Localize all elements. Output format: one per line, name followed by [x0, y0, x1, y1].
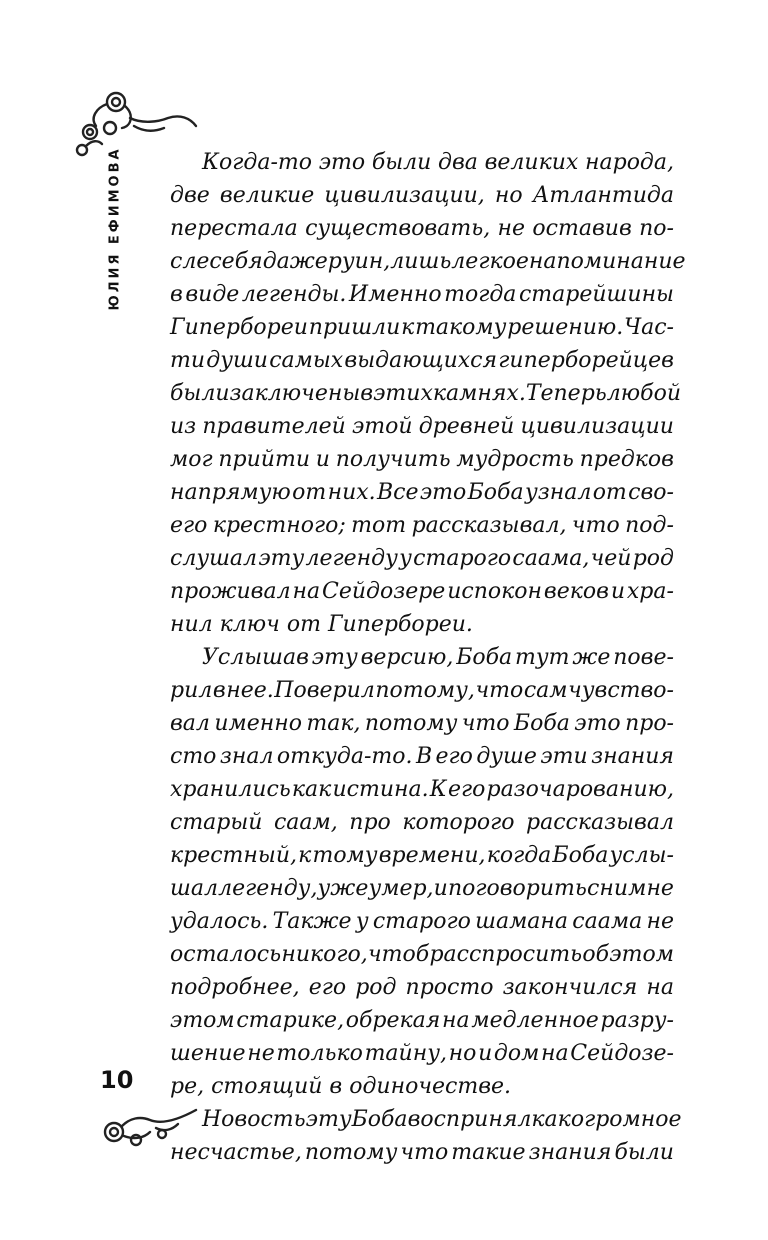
word: пове-: [613, 645, 674, 670]
word: заключены: [229, 381, 361, 406]
word: пришли: [308, 315, 401, 340]
word: и: [610, 579, 625, 604]
word: два: [438, 150, 478, 175]
word: обрекая: [345, 1008, 441, 1033]
word: даже: [262, 249, 328, 274]
word: мог: [170, 447, 213, 472]
word: род: [632, 546, 674, 571]
paragraph-2: [170, 641, 674, 1103]
word: любой: [606, 381, 681, 406]
word: выдающихся: [344, 348, 498, 373]
word: Атлантида: [532, 183, 674, 208]
word: Боба: [467, 480, 524, 505]
word: Боба: [513, 711, 570, 736]
word: услы-: [609, 843, 674, 868]
word: саам,: [273, 810, 338, 835]
word: в: [360, 381, 374, 406]
word: к: [298, 843, 312, 868]
word: Теперь: [525, 381, 607, 406]
word: нее.: [226, 678, 274, 703]
word: именно: [214, 711, 302, 736]
text-line: [170, 509, 674, 542]
word: легкое: [451, 249, 529, 274]
word: эти: [540, 744, 588, 769]
word: гиперборейцев: [498, 348, 674, 373]
word: В: [415, 744, 433, 769]
word: закончился: [502, 975, 638, 1000]
word: потому: [364, 711, 458, 736]
word: и: [433, 876, 448, 901]
word: не: [497, 216, 526, 241]
word: умер,: [368, 876, 434, 901]
word: Новость: [202, 1107, 306, 1132]
word: тайну,: [364, 1041, 447, 1066]
word: от: [592, 480, 627, 505]
word: только: [276, 1041, 363, 1066]
word: слушал: [170, 546, 258, 571]
running-head: [104, 145, 126, 311]
word: шал: [170, 876, 218, 901]
word: старейшины: [518, 282, 674, 307]
word: напрямую: [170, 480, 291, 505]
text-line: [170, 839, 674, 872]
word: получить: [335, 447, 451, 472]
word: мудрость: [456, 447, 574, 472]
word: просто: [405, 975, 494, 1000]
word: предков: [579, 447, 674, 472]
word: из: [170, 414, 197, 439]
paragraph-1: [170, 146, 686, 641]
word: но: [448, 1041, 477, 1066]
text-line: [170, 1037, 674, 1070]
word: его: [170, 513, 208, 538]
text-line: [170, 278, 674, 311]
word: по-: [639, 216, 674, 241]
word: великие: [219, 183, 315, 208]
word: Боба: [552, 843, 609, 868]
word: уже: [317, 876, 369, 901]
word: так,: [306, 711, 361, 736]
word: и: [478, 1041, 493, 1066]
word: про-: [625, 711, 674, 736]
word: Услышав: [202, 645, 309, 670]
word: рассказывал,: [411, 513, 567, 538]
word: разочарованию,: [486, 777, 674, 802]
word: знания: [528, 1140, 612, 1165]
text-line: [170, 1136, 674, 1169]
word: Сейдозере: [322, 579, 446, 604]
word: эту: [305, 1107, 352, 1132]
word: этом: [609, 942, 674, 967]
word: подробнее,: [170, 975, 300, 1000]
word: себя: [209, 249, 263, 274]
text-line: [170, 146, 674, 179]
word: Поверил: [274, 678, 375, 703]
word: Час-: [624, 315, 674, 340]
word: дом: [493, 1041, 540, 1066]
word: ти: [170, 348, 206, 373]
word: Когда-то: [202, 150, 312, 175]
word: Сейдозе-: [570, 1041, 674, 1066]
word: этих: [373, 381, 433, 406]
text-line-last: нил ключ от Гипербореи.: [170, 612, 473, 637]
text-line-last: ре, стоящий в одиночестве.: [170, 1074, 512, 1099]
word: когда: [486, 843, 552, 868]
word: об: [582, 942, 610, 967]
word: несчастье,: [170, 1140, 302, 1165]
text-line: [170, 1004, 674, 1037]
word: но: [494, 183, 523, 208]
word: хранились: [170, 777, 291, 802]
word: старике,: [236, 1008, 345, 1033]
text-line: [170, 443, 674, 476]
author-name: ЮЛИЯ ЕФИМОВА: [107, 145, 123, 311]
text-line: [170, 575, 674, 608]
word: напоминание: [528, 249, 686, 274]
word: не: [247, 1041, 275, 1066]
word: чувство-: [568, 678, 674, 703]
word: хра-: [626, 579, 674, 604]
word: сле: [170, 249, 210, 274]
page-number: 10: [100, 1066, 134, 1094]
word: которого: [402, 810, 515, 835]
word: потому: [304, 1140, 398, 1165]
word: руин,: [327, 249, 391, 274]
word: К: [429, 777, 447, 802]
word: старого: [372, 909, 471, 934]
word: легенду,: [218, 876, 318, 901]
word: про: [349, 810, 391, 835]
word: потому,: [375, 678, 475, 703]
word: тогда: [444, 282, 517, 307]
bottom-flourish-ornament: [100, 1100, 200, 1150]
word: испокон: [447, 579, 543, 604]
word: виде: [185, 282, 240, 307]
word: рил: [170, 678, 213, 703]
word: старого: [413, 546, 512, 571]
text-line: [170, 740, 674, 773]
text-line: [170, 245, 686, 278]
word: проживал: [170, 579, 291, 604]
word: от: [292, 480, 327, 505]
word: чтоб: [367, 942, 430, 967]
text-line: [170, 938, 674, 971]
word: что: [571, 513, 620, 538]
word: тому: [312, 843, 378, 868]
word: великих: [484, 150, 579, 175]
word: что: [400, 1140, 449, 1165]
word: веков: [543, 579, 609, 604]
word: лишь: [390, 249, 452, 274]
word: оставив: [532, 216, 632, 241]
word: это: [574, 711, 621, 736]
text-line: [170, 476, 674, 509]
word: были: [170, 381, 230, 406]
word: на: [646, 975, 674, 1000]
word: тут: [515, 645, 570, 670]
text-line: [170, 542, 674, 575]
word: Все: [377, 480, 419, 505]
word: это: [318, 150, 366, 175]
word: крестный,: [170, 843, 297, 868]
word: времени,: [378, 843, 486, 868]
word: что: [461, 711, 510, 736]
text-line: [170, 344, 674, 377]
word: род: [355, 975, 397, 1000]
word: разру-: [600, 1008, 674, 1033]
word: были: [614, 1140, 674, 1165]
text-line: [170, 311, 674, 344]
word: сам: [523, 678, 568, 703]
text-line: [170, 410, 674, 443]
word: древней: [418, 414, 515, 439]
text-line: [170, 1103, 682, 1136]
word: существовать,: [305, 216, 491, 241]
word: его: [308, 975, 347, 1000]
text-line: [170, 641, 674, 674]
word: тот: [351, 513, 407, 538]
word: версию,: [360, 645, 454, 670]
body-text: [170, 146, 686, 1169]
word: этом: [170, 1008, 235, 1033]
word: знания: [591, 744, 674, 769]
word: чей: [590, 546, 632, 571]
word: не: [646, 909, 674, 934]
paragraph-3: [170, 1103, 682, 1169]
word: никого,: [281, 942, 368, 967]
word: Именно: [348, 282, 442, 307]
word: вал: [170, 711, 210, 736]
word: решению.: [507, 315, 624, 340]
word: что: [475, 678, 524, 703]
word: на: [292, 579, 321, 604]
word: Также: [272, 909, 352, 934]
word: откуда-то.: [276, 744, 413, 769]
word: шение: [170, 1041, 246, 1066]
word: цивилизации: [520, 414, 674, 439]
word: к: [401, 315, 415, 340]
word: удалось.: [170, 909, 269, 934]
word: саама,: [512, 546, 590, 571]
word: осталось: [170, 942, 282, 967]
word: огромное: [570, 1107, 682, 1132]
text-line: [170, 212, 674, 245]
word: на: [442, 1008, 470, 1033]
word: правителей: [202, 414, 346, 439]
text-line: [170, 905, 674, 938]
text-line: [170, 707, 674, 740]
text-line: [170, 872, 674, 905]
word: расспросить: [429, 942, 583, 967]
word: как: [531, 1107, 571, 1132]
word: знал: [219, 744, 274, 769]
word: под-: [625, 513, 674, 538]
word: такому: [415, 315, 507, 340]
word: эту: [311, 645, 358, 670]
word: поговорить: [447, 876, 587, 901]
word: сво-: [628, 480, 674, 505]
word: эту: [258, 546, 305, 571]
word: легенды.: [241, 282, 347, 307]
word: две: [170, 183, 210, 208]
word: такие: [451, 1140, 526, 1165]
word: с: [586, 876, 600, 901]
text-line: [170, 674, 674, 707]
word: в: [170, 282, 183, 307]
word: самых: [269, 348, 344, 373]
word: были: [371, 150, 432, 175]
word: них.: [327, 480, 376, 505]
text-line: [170, 179, 674, 212]
word: как: [291, 777, 332, 802]
word: сто: [170, 744, 217, 769]
word: цивилизации,: [324, 183, 485, 208]
word: старый: [170, 810, 263, 835]
word: рассказывал: [526, 810, 674, 835]
word: воспринял: [407, 1107, 532, 1132]
word: Боба: [456, 645, 513, 670]
word: у: [399, 546, 412, 571]
word: в: [212, 678, 226, 703]
word: перестала: [170, 216, 298, 241]
text-line: [170, 806, 674, 839]
word: Гипербореи: [170, 315, 308, 340]
text-line: [170, 971, 674, 1004]
text-line: [170, 773, 674, 806]
word: это: [419, 480, 467, 505]
word: шамана: [475, 909, 569, 934]
word: этой: [351, 414, 413, 439]
word: не: [646, 876, 674, 901]
word: же: [572, 645, 611, 670]
word: камнях.: [432, 381, 526, 406]
word: медленное: [471, 1008, 599, 1033]
word: прийти: [218, 447, 310, 472]
word: саама: [572, 909, 643, 934]
word: и: [315, 447, 330, 472]
word: крестного;: [212, 513, 346, 538]
word: на: [541, 1041, 569, 1066]
word: узнал: [524, 480, 592, 505]
word: ним: [599, 876, 647, 901]
word: легенду: [305, 546, 398, 571]
word: народа,: [585, 150, 674, 175]
word: души: [206, 348, 268, 373]
word: его: [447, 777, 486, 802]
word: у: [355, 909, 369, 934]
word: истина.: [332, 777, 429, 802]
word: его: [435, 744, 473, 769]
word: Боба: [351, 1107, 408, 1132]
word: душе: [476, 744, 537, 769]
text-line: [170, 377, 681, 410]
